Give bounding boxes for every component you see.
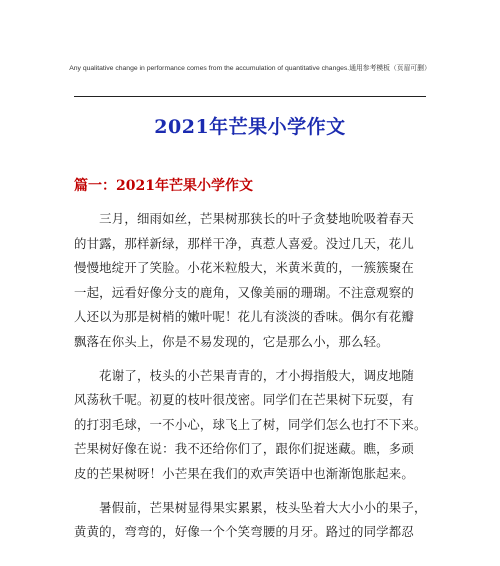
text-line: 的甘露，那样新绿，那样干净，真惹人喜爱。没过几天，花儿 [74, 235, 414, 251]
text-line: 三月，细雨如丝，芒果树那狭长的叶子贪婪地吮吸着春天 [74, 211, 414, 226]
text-line: 花谢了，枝头的小芒果青青的，才小拇指般大，调皮地随 [74, 367, 414, 383]
text-line: 人还以为那是树梢的嫩叶呢！花儿有淡淡的香味。偶尔有花瓣 [74, 309, 414, 325]
section-heading: 篇一：2021年芒果小学作文 [74, 178, 253, 194]
header-divider [74, 96, 426, 97]
page-header-note: Any qualitative change in performance comes from the accumulation of quantitative changes.通用参考模板（页眉可删） [69, 65, 431, 72]
text-line: 慢慢地绽开了笑脸。小花米粒般大，米黄米黄的，一簇簇聚在 [74, 260, 414, 276]
text-line: 黄黄的，弯弯的，好像一个个笑弯腰的月牙。路过的同学都忍 [74, 524, 414, 540]
text-line: 暑假前，芒果树显得果实累累，枝头坠着大大小小的果子， [74, 499, 427, 515]
text-line: 的打羽毛球，一不小心，球飞上了树，同学们怎么也打不下来。 [74, 416, 427, 432]
paragraph-2 [74, 364, 428, 487]
document-title: 2021年芒果小学作文 [154, 116, 346, 138]
text-line: 飘落在你头上，你是不易发现的，它是那么小，那么轻。 [74, 333, 389, 349]
paragraph-3 [74, 496, 428, 545]
text-line: 风荡秋千呢。初夏的枝叶很茂密。同学们在芒果树下玩耍，有 [74, 392, 414, 408]
text-line: 皮的芒果树呀！小芒果在我们的欢声笑语中也渐渐饱胀起来。 [74, 465, 414, 481]
text-line: 芒果树好像在说：我不还给你们了，跟你们捉迷藏。瞧，多顽 [74, 441, 414, 457]
paragraph-1 [74, 207, 428, 355]
text-line: 一起，远看好像分支的鹿角，又像美丽的珊瑚。不注意观察的 [74, 284, 414, 300]
article-body [74, 207, 428, 554]
